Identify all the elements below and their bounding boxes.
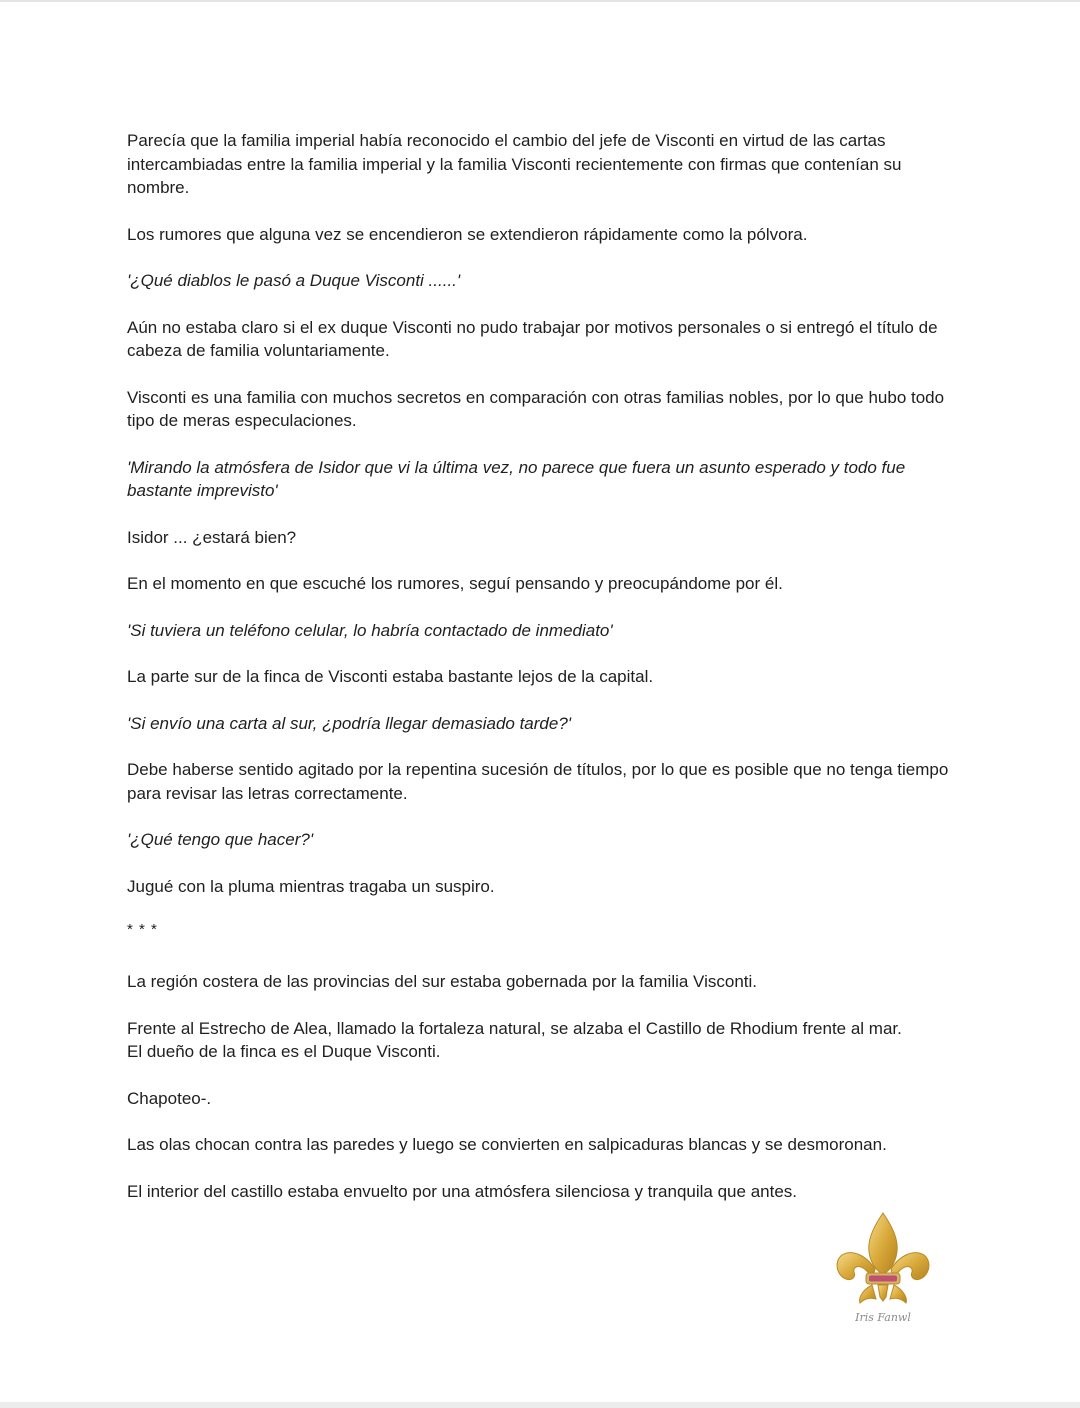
paragraph-1: Parecía que la familia imperial había reconocido el cambio del jefe de Visconti en virtud de las cartas intercambiadas entre la familia imperial y la familia Visconti recientemente con firmas que contenían su nombre. bbox=[127, 131, 907, 197]
paragraph-2: Los rumores que alguna vez se encendieron se extendieron rápidamente como la pólvora. bbox=[127, 224, 808, 244]
logo-signature: Iris Fanwl bbox=[855, 1311, 911, 1324]
paragraph-7: Isidor ... ¿estará bien? bbox=[127, 527, 297, 547]
scene-separator: * * * bbox=[127, 921, 158, 938]
top-border bbox=[0, 0, 1080, 2]
thought-paragraph-11: 'Si envío una carta al sur, ¿podría llegar demasiado tarde?' bbox=[127, 713, 572, 733]
paragraph-20: El interior del castillo estaba envuelto por una atmósfera silenciosa y tranquila que antes. bbox=[127, 1181, 797, 1201]
thought-paragraph-9: 'Si tuviera un teléfono celular, lo habría contactado de inmediato' bbox=[127, 620, 613, 640]
paragraph-19: Las olas chocan contra las paredes y luego se convierten en salpicaduras blancas y se desmoronan. bbox=[127, 1135, 887, 1154]
document-page bbox=[127, 129, 957, 1226]
paragraph-4: Aún no estaba claro si el ex duque Visconti no pudo trabajar por motivos personales o si entregó el título de cabeza de familia voluntariamente. bbox=[127, 317, 943, 360]
paragraph-18: Chapoteo-. bbox=[127, 1088, 212, 1108]
watermark-logo bbox=[828, 1205, 938, 1335]
bottom-border bbox=[0, 1402, 1080, 1408]
fleur-de-lis-icon bbox=[828, 1205, 938, 1335]
paragraph-17: Frente al Estrecho de Alea, llamado la fortaleza natural, se alzaba el Castillo de Rhodium frente al mar. El dueño de la finca es el Duque Visconti. bbox=[127, 1018, 902, 1061]
paragraph-10: La parte sur de la finca de Visconti estaba bastante lejos de la capital. bbox=[127, 667, 654, 686]
thought-paragraph-6: 'Mirando la atmósfera de Isidor que vi la última vez, no parece que fuera un asunto esperado y todo fue bastante imprevisto' bbox=[127, 457, 910, 500]
paragraph-8: En el momento en que escuché los rumores, seguí pensando y preocupándome por él. bbox=[127, 574, 783, 593]
paragraph-16: La región costera de las provincias del sur estaba gobernada por la familia Visconti. bbox=[127, 972, 757, 991]
paragraph-14: Jugué con la pluma mientras tragaba un suspiro. bbox=[127, 876, 495, 896]
thought-paragraph-13: '¿Qué tengo que hacer?' bbox=[127, 830, 314, 849]
thought-paragraph-3: '¿Qué diablos le pasó a Duque Visconti ......' bbox=[127, 271, 461, 290]
paragraph-12: Debe haberse sentido agitado por la repentina sucesión de títulos, por lo que es posible que no tenga tiempo para revisar las letras correctamente. bbox=[127, 760, 954, 803]
paragraph-5: Visconti es una familia con muchos secretos en comparación con otras familias nobles, por lo que hubo todo tipo de meras especulaciones. bbox=[127, 387, 949, 430]
